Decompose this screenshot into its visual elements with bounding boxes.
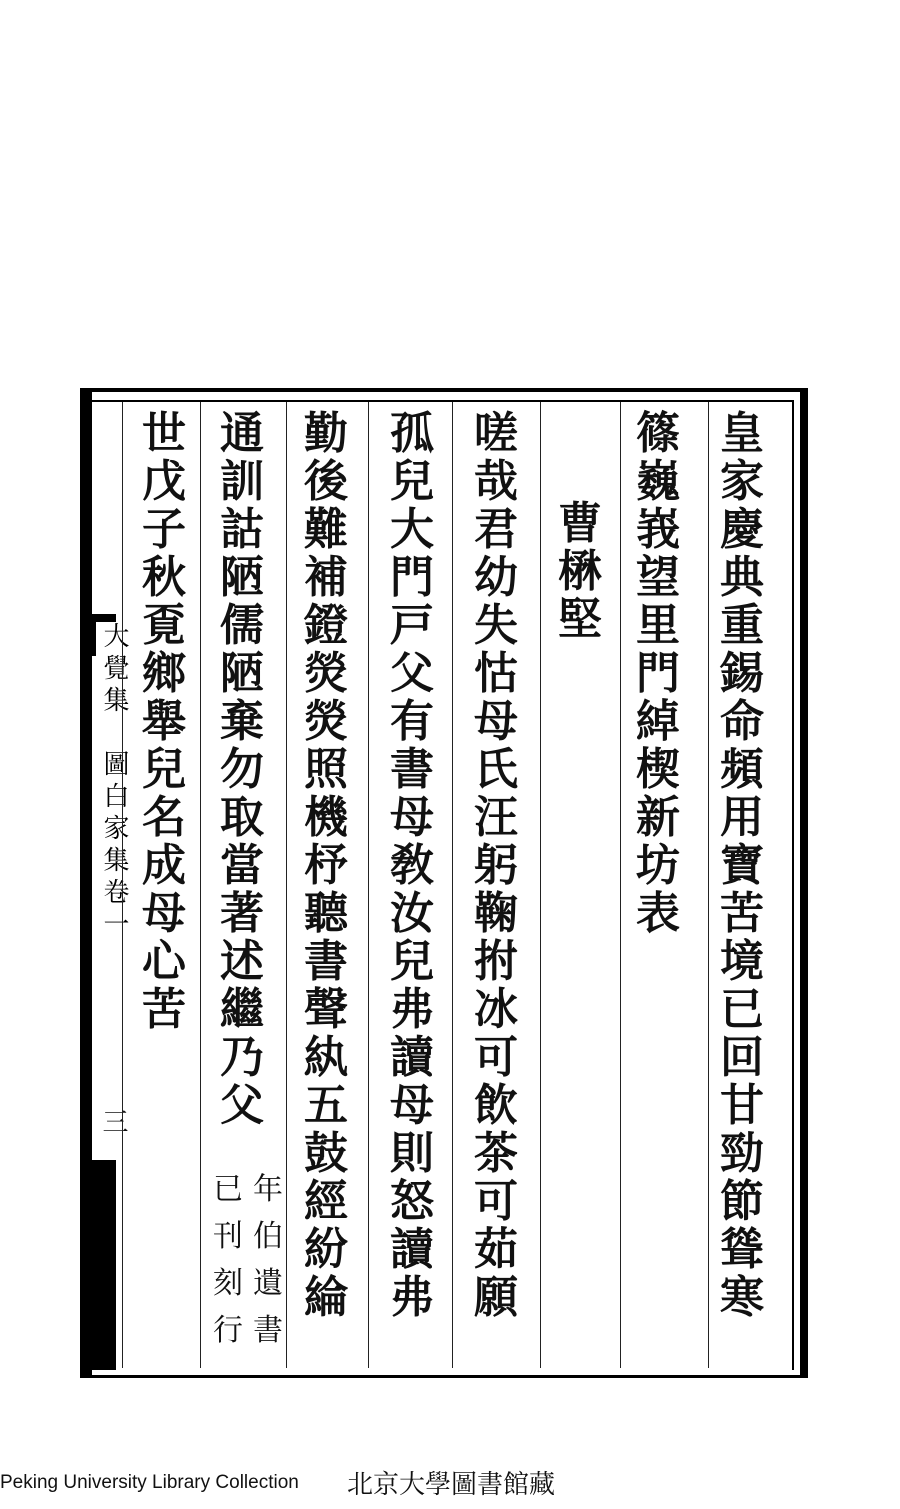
- column-char: 世: [142, 408, 186, 459]
- column-char: 幼: [474, 552, 518, 603]
- column-char: 回: [720, 1032, 764, 1083]
- column-char: 父: [390, 648, 434, 699]
- column-char: 書: [390, 744, 434, 795]
- column-char: 典: [720, 552, 764, 603]
- column-char: 重: [720, 600, 764, 651]
- column-char: 慶: [720, 504, 764, 555]
- column-char: 望: [636, 552, 680, 603]
- column-char: 哉: [474, 456, 518, 507]
- margin-title: 大覺集 圖白家集卷一: [96, 622, 133, 942]
- column-char: 曹: [558, 498, 602, 549]
- column-char: 戊: [142, 456, 186, 507]
- note-column-right: [253, 1166, 283, 1354]
- column-char: 用: [720, 792, 764, 843]
- column-char: 大: [390, 504, 434, 555]
- column-char: 弗: [390, 1272, 434, 1323]
- column-rule: [286, 402, 287, 1368]
- column-char: 經: [304, 1176, 348, 1227]
- note-char: 書: [253, 1313, 283, 1348]
- column-char: 失: [474, 600, 518, 651]
- column-char: 鐙: [304, 600, 348, 651]
- column-rule: [708, 402, 709, 1368]
- column-char: 繼: [220, 984, 264, 1035]
- column-char: 可: [474, 1032, 518, 1083]
- text-column-2: [634, 410, 682, 938]
- column-char: 棄: [220, 696, 264, 747]
- column-char: 秋: [142, 552, 186, 603]
- column-char: 母: [474, 696, 518, 747]
- text-column-1: [718, 410, 766, 1322]
- column-char: 楙: [558, 546, 602, 597]
- column-char: 母: [390, 792, 434, 843]
- column-char: 照: [304, 744, 348, 795]
- note-char: 行: [213, 1313, 243, 1348]
- column-char: 願: [474, 1272, 518, 1323]
- column-char: 有: [390, 696, 434, 747]
- column-char: 頻: [720, 744, 764, 795]
- column-char: 冰: [474, 984, 518, 1035]
- note-column-left: [213, 1166, 243, 1354]
- column-char: 陋: [220, 552, 264, 603]
- column-char: 楔: [636, 744, 680, 795]
- column-char: 通: [220, 408, 264, 459]
- column-char: 成: [142, 840, 186, 891]
- column-char: 聳: [720, 1224, 764, 1275]
- column-char: 皇: [720, 408, 764, 459]
- note-char: 已: [213, 1172, 243, 1207]
- column-char: 弗: [390, 984, 434, 1035]
- column-char: 綸: [304, 1272, 348, 1323]
- column-char: 汝: [390, 888, 434, 939]
- column-char: 坊: [636, 840, 680, 891]
- column-char: 著: [220, 888, 264, 939]
- column-char: 家: [720, 456, 764, 507]
- page-number: 三: [95, 1108, 132, 1134]
- column-char: 嗟: [474, 408, 518, 459]
- column-char: 勁: [720, 1128, 764, 1179]
- note-char: 刻: [213, 1266, 243, 1301]
- column-char: 錫: [720, 648, 764, 699]
- column-char: 兒: [142, 744, 186, 795]
- column-char: 訓: [220, 456, 264, 507]
- column-char: 機: [304, 792, 348, 843]
- collection-label-zh: 北京大學圖書館藏: [347, 1470, 556, 1500]
- column-char: 聽: [304, 888, 348, 939]
- column-char: 鞠: [474, 888, 518, 939]
- column-rule: [620, 402, 621, 1368]
- column-char: 新: [636, 792, 680, 843]
- note-char: 遺: [253, 1266, 283, 1301]
- column-char: 紛: [304, 1224, 348, 1275]
- note-char: 年: [253, 1172, 283, 1207]
- column-char: 表: [636, 888, 680, 939]
- column-char: 取: [220, 792, 264, 843]
- column-char: 孤: [390, 408, 434, 459]
- column-char: 門: [390, 552, 434, 603]
- text-column-3: [472, 410, 520, 1322]
- column-rule: [540, 402, 541, 1368]
- column-rule: [122, 402, 123, 1368]
- column-char: 鄉: [142, 648, 186, 699]
- text-column-6: [218, 410, 266, 1130]
- text-column-4: [388, 410, 436, 1322]
- text-column-5: [302, 410, 350, 1322]
- column-char: 堅: [558, 594, 602, 645]
- column-char: 怙: [474, 648, 518, 699]
- column-char: 覔: [142, 600, 186, 651]
- column-char: 門: [636, 648, 680, 699]
- column-char: 飲: [474, 1080, 518, 1131]
- column-char: 可: [474, 1176, 518, 1227]
- page-frame: [80, 388, 808, 1378]
- author-column: [556, 500, 604, 644]
- column-char: 述: [220, 936, 264, 987]
- column-rule: [200, 402, 201, 1368]
- column-char: 書: [304, 936, 348, 987]
- column-char: 里: [636, 600, 680, 651]
- column-char: 拊: [474, 936, 518, 987]
- column-char: 勿: [220, 744, 264, 795]
- collection-label-en: Peking University Library Collection: [0, 1472, 299, 1493]
- column-rule: [368, 402, 369, 1368]
- column-char: 難: [304, 504, 348, 555]
- column-char: 熒: [304, 648, 348, 699]
- column-char: 茹: [474, 1224, 518, 1275]
- column-char: 躬: [474, 840, 518, 891]
- column-char: 舉: [142, 696, 186, 747]
- column-char: 節: [720, 1176, 764, 1227]
- column-char: 汪: [474, 792, 518, 843]
- column-char: 苦: [142, 984, 186, 1035]
- column-char: 杼: [304, 840, 348, 891]
- column-char: 父: [220, 1080, 264, 1131]
- column-char: 篠: [636, 408, 680, 459]
- column-char: 聲: [304, 984, 348, 1035]
- column-char: 當: [220, 840, 264, 891]
- column-char: 熒: [304, 696, 348, 747]
- column-char: 氏: [474, 744, 518, 795]
- column-char: 鼓: [304, 1128, 348, 1179]
- column-char: 怒: [390, 1176, 434, 1227]
- column-char: 巍: [636, 456, 680, 507]
- column-char: 命: [720, 696, 764, 747]
- column-char: 君: [474, 504, 518, 555]
- column-char: 茶: [474, 1128, 518, 1179]
- column-char: 讀: [390, 1224, 434, 1275]
- column-rule: [452, 402, 453, 1368]
- column-char: 寶: [720, 840, 764, 891]
- column-char: 陋: [220, 648, 264, 699]
- column-char: 境: [720, 936, 764, 987]
- column-char: 甘: [720, 1080, 764, 1131]
- note-char: 伯: [253, 1219, 283, 1254]
- fishtail-block-lower: [92, 1160, 116, 1370]
- column-char: 讀: [390, 1032, 434, 1083]
- column-char: 寒: [720, 1272, 764, 1323]
- column-char: 兒: [390, 936, 434, 987]
- column-char: 五: [304, 1080, 348, 1131]
- column-char: 則: [390, 1128, 434, 1179]
- column-char: 補: [304, 552, 348, 603]
- column-char: 詁: [220, 504, 264, 555]
- column-char: 名: [142, 792, 186, 843]
- column-char: 紈: [304, 1032, 348, 1083]
- column-char: 母: [142, 888, 186, 939]
- column-char: 儒: [220, 600, 264, 651]
- frame-inner-rule-top: [92, 400, 792, 402]
- column-char: 敎: [390, 840, 434, 891]
- column-char: 峩: [636, 504, 680, 555]
- column-char: 勤: [304, 408, 348, 459]
- column-char: 戸: [390, 600, 434, 651]
- column-char: 苦: [720, 888, 764, 939]
- frame-inner-rule-right: [792, 400, 794, 1370]
- column-char: 兒: [390, 456, 434, 507]
- footer: [0, 1460, 900, 1500]
- column-char: 母: [390, 1080, 434, 1131]
- note-char: 刊: [213, 1219, 243, 1254]
- column-char: 已: [720, 984, 764, 1035]
- column-char: 子: [142, 504, 186, 555]
- column-char: 乃: [220, 1032, 264, 1083]
- text-column-7: [140, 410, 188, 1034]
- column-char: 後: [304, 456, 348, 507]
- column-char: 綽: [636, 696, 680, 747]
- column-char: 心: [142, 936, 186, 987]
